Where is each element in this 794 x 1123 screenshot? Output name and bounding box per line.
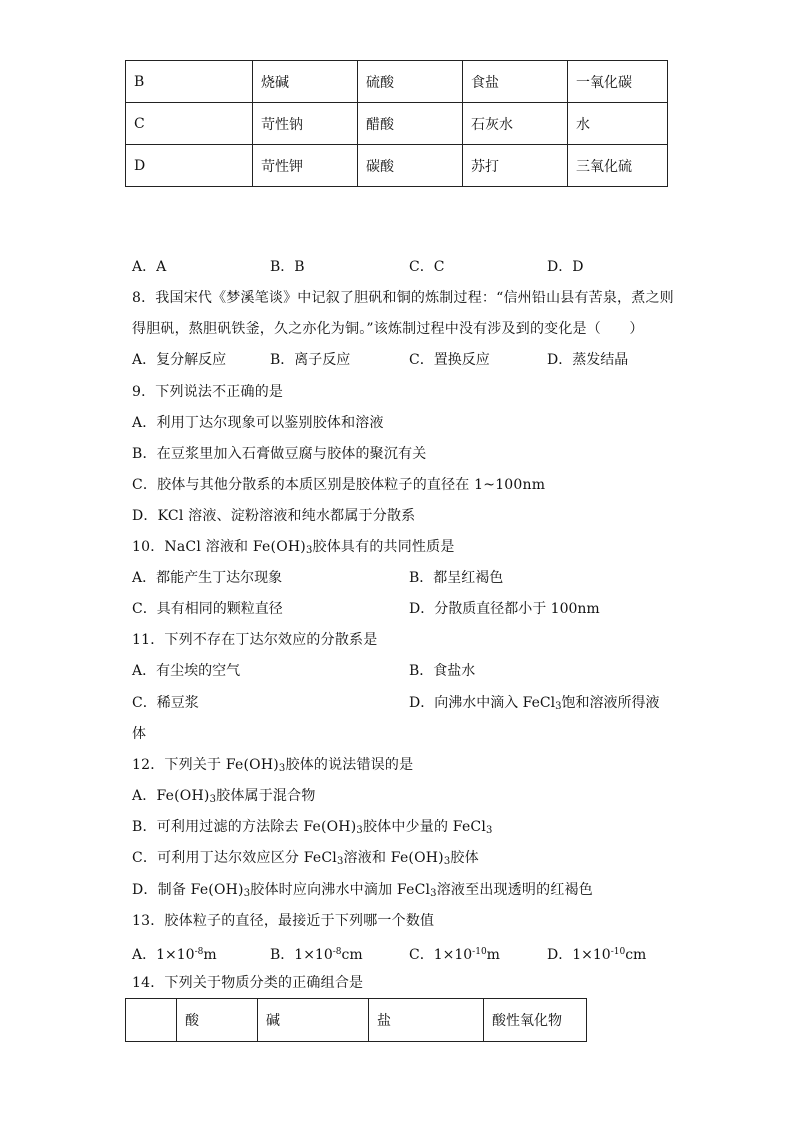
q9-stem: 9．下列说法不正确的是 bbox=[132, 384, 284, 400]
q8-stem-line2: 得胆矾，熬胆矾铁釜，久之亦化为铜。”该炼制过程中没有涉及到的变化是（ ） bbox=[132, 321, 644, 337]
option-text: B．可利用过滤的方法除去 Fe(OH) bbox=[132, 819, 357, 835]
option-text: 胶体 bbox=[450, 850, 479, 866]
table-cell: 醋酸 bbox=[358, 103, 463, 145]
q12-option-a bbox=[132, 786, 316, 810]
option-text: cm bbox=[625, 947, 647, 963]
table-cell: 三氧化硫 bbox=[568, 145, 668, 187]
subscript: 3 bbox=[305, 545, 313, 556]
table-cell: C bbox=[126, 103, 253, 145]
table-cell: 苏打 bbox=[463, 145, 568, 187]
option-text: 饱和溶液所得液 bbox=[561, 695, 660, 711]
table-cell: 水 bbox=[568, 103, 668, 145]
subscript: 3 bbox=[278, 763, 286, 774]
subscript: 3 bbox=[555, 701, 562, 712]
superscript: -10 bbox=[472, 947, 487, 957]
option-text: cm bbox=[341, 947, 363, 963]
table-header: 碱 bbox=[258, 999, 369, 1042]
q10-stem bbox=[132, 537, 455, 561]
option-text: 胶体时应向沸水中滴加 FeCl bbox=[250, 882, 431, 898]
subscript: 3 bbox=[486, 825, 493, 836]
q12-stem-part: 12．下列关于 Fe(OH) bbox=[132, 757, 279, 773]
option-text: D．制备 Fe(OH) bbox=[132, 882, 244, 898]
option-text: 溶液至出现透明的红褐色 bbox=[436, 882, 593, 898]
q7-option-c: C．C bbox=[409, 259, 445, 275]
q12-option-c bbox=[132, 848, 479, 872]
table-header: 酸 bbox=[177, 999, 258, 1042]
q9-option-b: B．在豆浆里加入石膏做豆腐与胶体的聚沉有关 bbox=[132, 446, 427, 462]
table-header bbox=[126, 999, 177, 1042]
q12-option-b bbox=[132, 817, 493, 841]
option-text: C．可利用丁达尔效应区分 FeCl bbox=[132, 850, 337, 866]
table-cell: D bbox=[126, 145, 253, 187]
q10-option-b: B．都呈红褐色 bbox=[409, 570, 504, 586]
q7-option-a: A．A bbox=[132, 259, 167, 275]
subscript: 3 bbox=[336, 856, 344, 867]
subscript: 3 bbox=[243, 888, 251, 899]
table-header: 酸性氧化物 bbox=[484, 999, 587, 1042]
option-text: 胶体中少量的 FeCl bbox=[362, 819, 487, 835]
option-text: C．1×10 bbox=[409, 947, 473, 963]
q11-option-b: B．食盐水 bbox=[409, 663, 476, 679]
option-text: D．1×10 bbox=[547, 947, 611, 963]
q12-stem-part: 胶体的说法错误的是 bbox=[285, 757, 414, 773]
option-text: 胶体属于混合物 bbox=[216, 788, 316, 804]
table-cell: 碳酸 bbox=[358, 145, 463, 187]
superscript: -8 bbox=[194, 947, 204, 957]
superscript: -8 bbox=[332, 947, 342, 957]
q10-stem-part: 10．NaCl 溶液和 Fe(OH) bbox=[132, 539, 306, 555]
table-cell: B bbox=[126, 61, 253, 103]
table-header-row bbox=[126, 999, 587, 1042]
q13-stem: 13．胶体粒子的直径，最接近于下列哪一个数值 bbox=[132, 913, 435, 929]
q8-option-d: D．蒸发结晶 bbox=[547, 352, 629, 368]
q13-option-c bbox=[409, 942, 500, 965]
q7-option-b: B．B bbox=[270, 259, 305, 275]
table-cell: 苛性钾 bbox=[253, 145, 358, 187]
option-text: A．1×10 bbox=[132, 947, 195, 963]
classification-table-top bbox=[125, 60, 668, 187]
table-row bbox=[126, 145, 668, 187]
q9-option-c: C．胶体与其他分散系的本质区别是胶体粒子的直径在 1~100nm bbox=[132, 477, 546, 493]
subscript: 3 bbox=[430, 888, 437, 899]
table-cell: 烧碱 bbox=[253, 61, 358, 103]
q13-option-d bbox=[547, 942, 646, 965]
q14-stem: 14．下列关于物质分类的正确组合是 bbox=[132, 975, 364, 991]
q13-option-b bbox=[270, 942, 363, 965]
q10-option-d: D．分散质直径都小于 100nm bbox=[409, 601, 600, 617]
subscript: 3 bbox=[443, 856, 451, 867]
q8-option-b: B．离子反应 bbox=[270, 352, 351, 368]
q11-option-c: C．稀豆浆 bbox=[132, 695, 199, 711]
subscript: 3 bbox=[209, 794, 217, 805]
option-text: m bbox=[203, 947, 217, 963]
option-text: B．1×10 bbox=[270, 947, 333, 963]
q11-stem: 11．下列不存在丁达尔效应的分散系是 bbox=[132, 632, 378, 648]
q10-option-c: C．具有相同的颗粒直径 bbox=[132, 601, 283, 617]
table-header: 盐 bbox=[369, 999, 484, 1042]
option-text: m bbox=[486, 947, 500, 963]
q8-option-c: C．置换反应 bbox=[409, 352, 490, 368]
q11-option-d-continuation: 体 bbox=[132, 726, 146, 742]
option-text: 溶液和 Fe(OH) bbox=[343, 850, 444, 866]
table-cell: 硫酸 bbox=[358, 61, 463, 103]
q10-option-a: A．都能产生丁达尔现象 bbox=[132, 570, 283, 586]
option-text: A．Fe(OH) bbox=[132, 788, 210, 804]
table-row bbox=[126, 103, 668, 145]
table-cell: 一氧化碳 bbox=[568, 61, 668, 103]
q8-stem-line1: 8．我国宋代《梦溪笔谈》中记叙了胆矾和铜的炼制过程：“信州铅山县有苦泉，煮之则 bbox=[132, 290, 674, 306]
table-cell: 苛性钠 bbox=[253, 103, 358, 145]
q11-option-d bbox=[409, 693, 659, 717]
classification-table-bottom bbox=[125, 998, 587, 1042]
subscript: 3 bbox=[356, 825, 363, 836]
q8-option-a: A．复分解反应 bbox=[132, 352, 227, 368]
table-row bbox=[126, 61, 668, 103]
q12-option-d bbox=[132, 880, 593, 904]
q11-option-a: A．有尘埃的空气 bbox=[132, 663, 241, 679]
table-cell: 食盐 bbox=[463, 61, 568, 103]
q13-option-a bbox=[132, 942, 217, 965]
q7-option-d: D．D bbox=[547, 259, 584, 275]
table-cell: 石灰水 bbox=[463, 103, 568, 145]
q9-option-a: A．利用丁达尔现象可以鉴别胶体和溶液 bbox=[132, 415, 384, 431]
q12-stem bbox=[132, 755, 413, 779]
q9-option-d: D．KCl 溶液、淀粉溶液和纯水都属于分散系 bbox=[132, 508, 416, 524]
q10-stem-part: 胶体具有的共同性质是 bbox=[312, 539, 455, 555]
option-text: D．向沸水中滴入 FeCl bbox=[409, 695, 556, 711]
superscript: -10 bbox=[610, 947, 626, 957]
